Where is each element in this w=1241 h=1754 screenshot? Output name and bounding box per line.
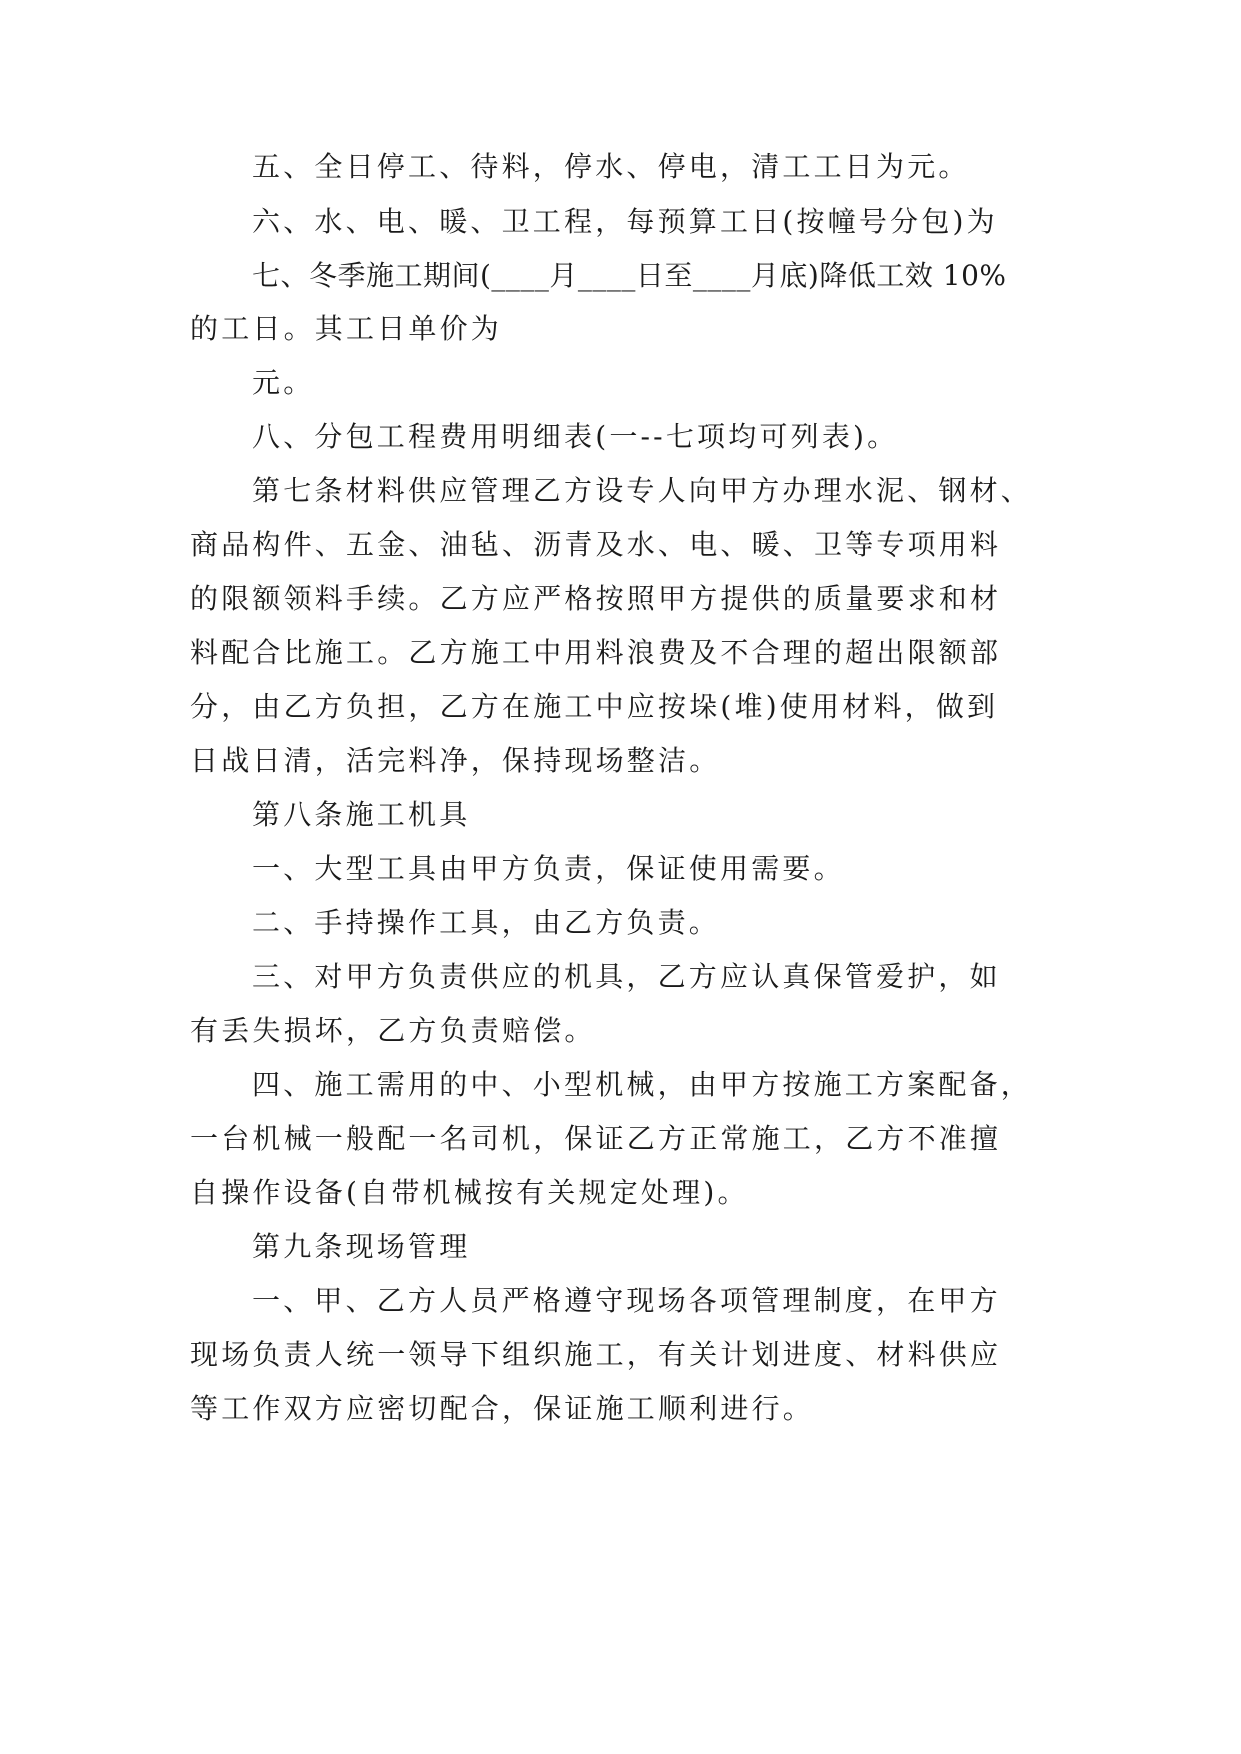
text-line: 四、施工需用的中、小型机械，由甲方按施工方案配备，: [252, 1068, 1033, 1101]
text-line: 有丢失损坏，乙方负责赔偿。: [190, 1014, 596, 1047]
text-line: 的工日。其工日单价为: [190, 312, 503, 345]
text-line: 自操作设备(自带机械按有关规定处理)。: [190, 1176, 749, 1209]
text-line: 第七条材料供应管理乙方设专人向甲方办理水泥、钢材、: [252, 474, 1033, 507]
text-line: 一、大型工具由甲方负责，保证使用需要。: [252, 852, 845, 885]
section-heading: 第九条现场管理: [252, 1230, 471, 1263]
text-line: 五、全日停工、待料，停水、停电，清工工日为元。: [252, 150, 970, 183]
text-line: 一、甲、乙方人员严格遵守现场各项管理制度，在甲方: [252, 1284, 1001, 1317]
text-line: 日战日清，活完料净，保持现场整洁。: [190, 744, 721, 777]
text-line: 六、水、电、暖、卫工程，每预算工日(按幢号分包)为: [252, 205, 998, 238]
text-line: 八、分包工程费用明细表(一--七项均可列表)。: [252, 420, 899, 453]
text-line: 七、冬季施工期间(____月____日至____月底)降低工效 10%: [252, 259, 1007, 292]
text-line: 元。: [252, 366, 315, 399]
text-line: 一台机械一般配一名司机，保证乙方正常施工，乙方不准擅: [190, 1122, 1002, 1155]
text-line: 商品构件、五金、油毡、沥青及水、电、暖、卫等专项用料: [190, 528, 1002, 561]
text-line: 三、对甲方负责供应的机具，乙方应认真保管爱护，如: [252, 960, 1001, 993]
text-line: 的限额领料手续。乙方应严格按照甲方提供的质量要求和材: [190, 582, 1002, 615]
text-line: 料配合比施工。乙方施工中用料浪费及不合理的超出限额部: [190, 636, 1002, 669]
text-line: 现场负责人统一领导下组织施工，有关计划进度、材料供应: [190, 1338, 1002, 1371]
text-line: 二、手持操作工具，由乙方负责。: [252, 906, 721, 939]
text-line: 分，由乙方负担，乙方在施工中应按垛(堆)使用材料，做到: [190, 690, 999, 723]
section-heading: 第八条施工机具: [252, 798, 471, 831]
text-line: 等工作双方应密切配合，保证施工顺利进行。: [190, 1392, 815, 1425]
